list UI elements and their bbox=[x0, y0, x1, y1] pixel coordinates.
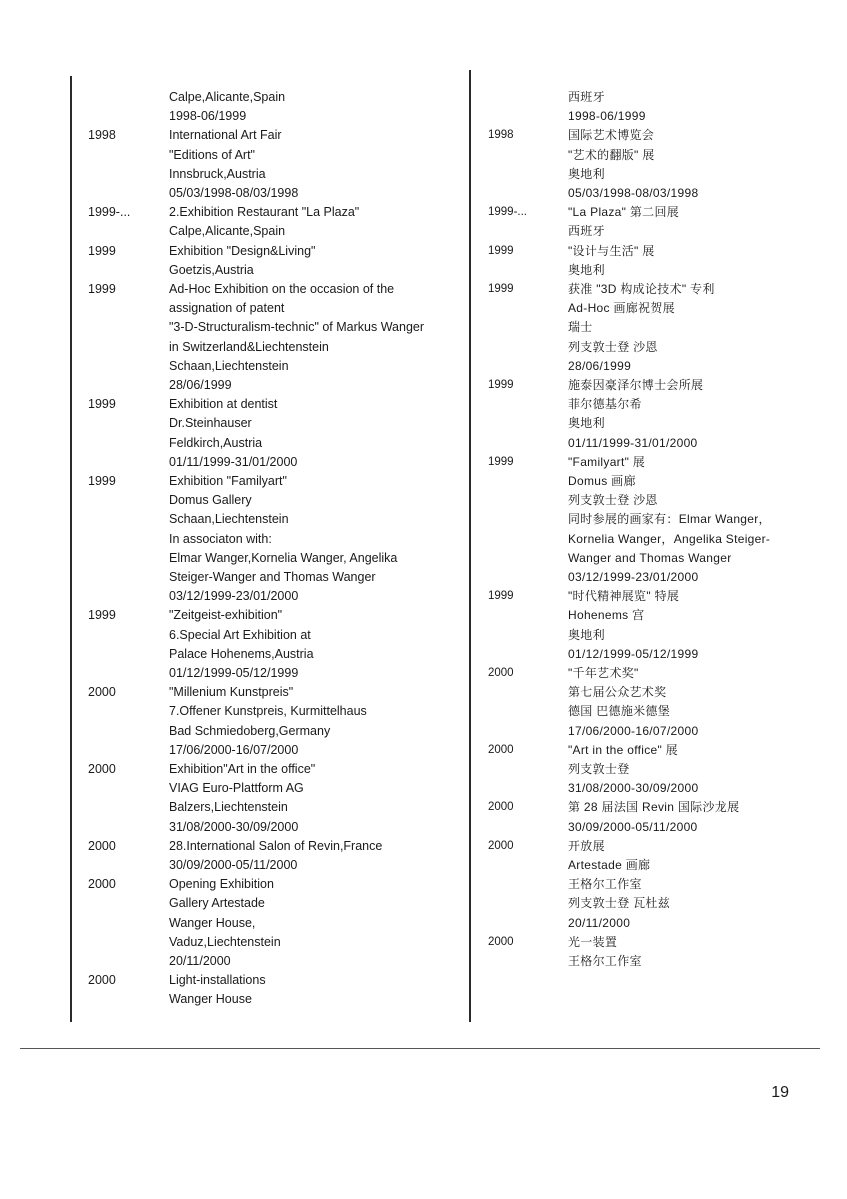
entry-line: 西班牙 bbox=[568, 90, 605, 104]
entry-line: 03/12/1999-23/01/2000 bbox=[169, 589, 299, 604]
entry-year: 1999 bbox=[488, 379, 514, 391]
entry-line: 28/06/1999 bbox=[568, 358, 632, 373]
entry-line: 瑞士 bbox=[568, 320, 593, 335]
entry-year: 1999 bbox=[88, 608, 116, 623]
entry-line: Dr.Steinhauser bbox=[169, 416, 252, 431]
left-border-line bbox=[70, 76, 72, 1022]
entry-line: Balzers,Liechtenstein bbox=[169, 800, 288, 815]
entry-line: "时代精神展览" 特展 bbox=[568, 589, 680, 604]
entry-line: 01/11/1999-31/01/2000 bbox=[169, 454, 298, 469]
entry-line: 获准 "3D 构成论技术" 专利 bbox=[568, 282, 715, 296]
entry-line: Light-installations bbox=[169, 973, 266, 988]
entry-line: 1998-06/1999 bbox=[169, 109, 247, 124]
entry-line: 西班牙 bbox=[568, 224, 605, 239]
entry-line: Bad Schmiedoberg,Germany bbox=[169, 723, 331, 738]
entry-line: 31/08/2000-30/09/2000 bbox=[169, 819, 299, 834]
entry-year: 1999 bbox=[88, 397, 116, 412]
entry-line: 05/03/1998-08/03/1998 bbox=[169, 185, 299, 200]
entry-line: 20/11/2000 bbox=[169, 953, 231, 968]
entry-line: 28.International Salon of Revin,France bbox=[169, 838, 383, 853]
entry-line: 奥地利 bbox=[568, 262, 605, 277]
entry-year: 1999-... bbox=[488, 206, 527, 219]
entry-line: Schaan,Liechtenstein bbox=[169, 358, 289, 373]
entry-line: Ad-Hoc Exhibition on the occasion of the bbox=[169, 282, 395, 296]
entry-year: 1999-... bbox=[88, 205, 131, 220]
entry-year: 2000 bbox=[88, 685, 116, 700]
entry-line: Exhibition at dentist bbox=[169, 397, 278, 412]
entry-line: Kornelia Wanger，Angelika Steiger- bbox=[568, 531, 771, 546]
entry-line: 01/12/1999-05/12/1999 bbox=[568, 646, 699, 661]
bottom-rule bbox=[20, 1048, 820, 1049]
entry-line: 17/06/2000-16/07/2000 bbox=[169, 742, 299, 757]
entry-year: 2000 bbox=[88, 762, 116, 776]
entry-line: assignation of patent bbox=[169, 301, 285, 316]
entry-line: "千年艺术奖" bbox=[568, 666, 639, 680]
entry-line: 施泰因豪泽尔博士会所展 bbox=[568, 378, 704, 392]
entry-line: 国际艺术博览会 bbox=[568, 128, 655, 143]
entry-line: 7.Offener Kunstpreis, Kurmittelhaus bbox=[169, 704, 367, 719]
entry-line: "Zeitgeist-exhibition" bbox=[169, 608, 283, 623]
entry-line: 05/03/1998-08/03/1998 bbox=[568, 185, 699, 200]
entry-line: Calpe,Alicante,Spain bbox=[169, 90, 286, 104]
entry-year: 2000 bbox=[88, 877, 116, 892]
entry-line: Palace Hohenems,Austria bbox=[169, 646, 314, 661]
entry-line: 同时参展的画家有：Elmar Wanger， bbox=[568, 512, 771, 527]
entry-year: 1999 bbox=[488, 455, 514, 468]
entry-year: 1998 bbox=[488, 129, 514, 142]
entry-line: Domus Gallery bbox=[169, 493, 252, 508]
entry-year: 1999 bbox=[88, 474, 116, 488]
entry-line: Steiger-Wanger and Thomas Wanger bbox=[169, 569, 376, 584]
entry-line: Schaan,Liechtenstein bbox=[169, 512, 289, 527]
entry-line: Wanger and Thomas Wanger bbox=[568, 550, 732, 565]
entry-year: 2000 bbox=[488, 801, 514, 814]
entry-line: "Editions of Art" bbox=[169, 147, 255, 162]
entry-year: 2000 bbox=[488, 935, 514, 948]
entry-line: 第七届公众艺术奖 bbox=[568, 685, 667, 700]
entry-line: 奥地利 bbox=[568, 166, 605, 181]
entry-line: 2.Exhibition Restaurant "La Plaza" bbox=[169, 205, 360, 220]
entry-year: 1999 bbox=[88, 282, 116, 296]
entry-line: Gallery Artestade bbox=[169, 896, 265, 911]
entry-line: 开放展 bbox=[568, 838, 605, 853]
entry-line: Exhibition"Art in the office" bbox=[169, 762, 316, 776]
entry-line: Elmar Wanger,Kornelia Wanger, Angelika bbox=[169, 550, 398, 565]
entry-year: 2000 bbox=[88, 973, 116, 988]
entry-year: 2000 bbox=[488, 743, 514, 756]
entry-line: Wanger House, bbox=[169, 915, 256, 930]
entry-line: Wanger House bbox=[169, 992, 252, 1007]
entry-line: Domus 画廊 bbox=[568, 473, 636, 488]
entry-line: Ad-Hoc 画廊祝贺展 bbox=[568, 301, 675, 316]
entry-line: 奥地利 bbox=[568, 627, 605, 642]
entry-line: 奥地利 bbox=[568, 416, 605, 431]
entry-line: Exhibition "Familyart" bbox=[169, 474, 287, 488]
entry-line: Innsbruck,Austria bbox=[169, 166, 266, 181]
entry-year: 2000 bbox=[88, 838, 116, 853]
entry-line: "Familyart" 展 bbox=[568, 454, 646, 469]
entry-year: 2000 bbox=[488, 839, 514, 852]
entry-year: 1998 bbox=[88, 128, 116, 143]
entry-line: 光一装置 bbox=[568, 934, 618, 949]
entry-line: 20/11/2000 bbox=[568, 915, 631, 930]
entry-line: 列支敦士登 沙恩 bbox=[568, 493, 658, 508]
entry-year: 1999 bbox=[488, 590, 514, 603]
entry-line: Exhibition "Design&Living" bbox=[169, 243, 316, 258]
entry-line: Calpe,Alicante,Spain bbox=[169, 224, 286, 239]
center-divider-line bbox=[469, 70, 471, 1022]
entry-line: Vaduz,Liechtenstein bbox=[169, 934, 281, 949]
entry-year: 1999 bbox=[88, 243, 116, 258]
entry-line: 28/06/1999 bbox=[169, 377, 232, 392]
entry-line: Artestade 画廊 bbox=[568, 857, 651, 872]
entry-line: 德国 巴德施米德堡 bbox=[568, 704, 671, 719]
entry-line: International Art Fair bbox=[169, 128, 282, 143]
entry-line: VIAG Euro-Plattform AG bbox=[169, 781, 304, 796]
entry-line: In associaton with: bbox=[169, 531, 272, 546]
entry-line: 列支敦士登 沙恩 bbox=[568, 339, 658, 354]
entry-line: 王格尔工作室 bbox=[568, 953, 642, 968]
entry-line: "3-D-Structuralism-technic" of Markus Wanger bbox=[169, 320, 425, 335]
entry-line: Hohenems 宫 bbox=[568, 608, 645, 623]
entry-line: 31/08/2000-30/09/2000 bbox=[568, 781, 699, 796]
entry-line: "设计与生活" 展 bbox=[568, 243, 655, 258]
entry-line: 17/06/2000-16/07/2000 bbox=[568, 723, 699, 738]
entry-line: "La Plaza" 第二回展 bbox=[568, 205, 680, 220]
entry-line: "艺术的翻版" 展 bbox=[568, 147, 655, 162]
entry-line: 01/12/1999-05/12/1999 bbox=[169, 665, 299, 680]
entry-line: 王格尔工作室 bbox=[568, 877, 642, 892]
entry-line: 01/11/1999-31/01/2000 bbox=[568, 435, 698, 450]
entry-line: 第 28 届法国 Revin 国际沙龙展 bbox=[568, 800, 740, 815]
entry-line: 菲尔德基尔希 bbox=[568, 397, 642, 412]
entry-line: Opening Exhibition bbox=[169, 877, 274, 892]
page-number: 19 bbox=[771, 1084, 789, 1101]
entry-line: 30/09/2000-05/11/2000 bbox=[169, 857, 298, 872]
entry-line: "Art in the office" 展 bbox=[568, 742, 678, 757]
entry-line: 30/09/2000-05/11/2000 bbox=[568, 819, 698, 834]
entry-line: in Switzerland&Liechtenstein bbox=[169, 339, 329, 354]
entry-line: 03/12/1999-23/01/2000 bbox=[568, 569, 699, 584]
entry-line: 1998-06/1999 bbox=[568, 109, 646, 124]
entry-year: 1999 bbox=[488, 283, 514, 295]
entry-line: 列支敦士登 bbox=[568, 761, 630, 776]
entry-year: 1999 bbox=[488, 244, 514, 257]
entry-line: 6.Special Art Exhibition at bbox=[169, 627, 311, 642]
entry-line: Goetzis,Austria bbox=[169, 262, 254, 277]
entry-line: "Millenium Kunstpreis" bbox=[169, 685, 294, 700]
entry-year: 2000 bbox=[488, 667, 514, 679]
entry-line: 列支敦士登 瓦杜兹 bbox=[568, 896, 671, 911]
entry-line: Feldkirch,Austria bbox=[169, 435, 263, 450]
